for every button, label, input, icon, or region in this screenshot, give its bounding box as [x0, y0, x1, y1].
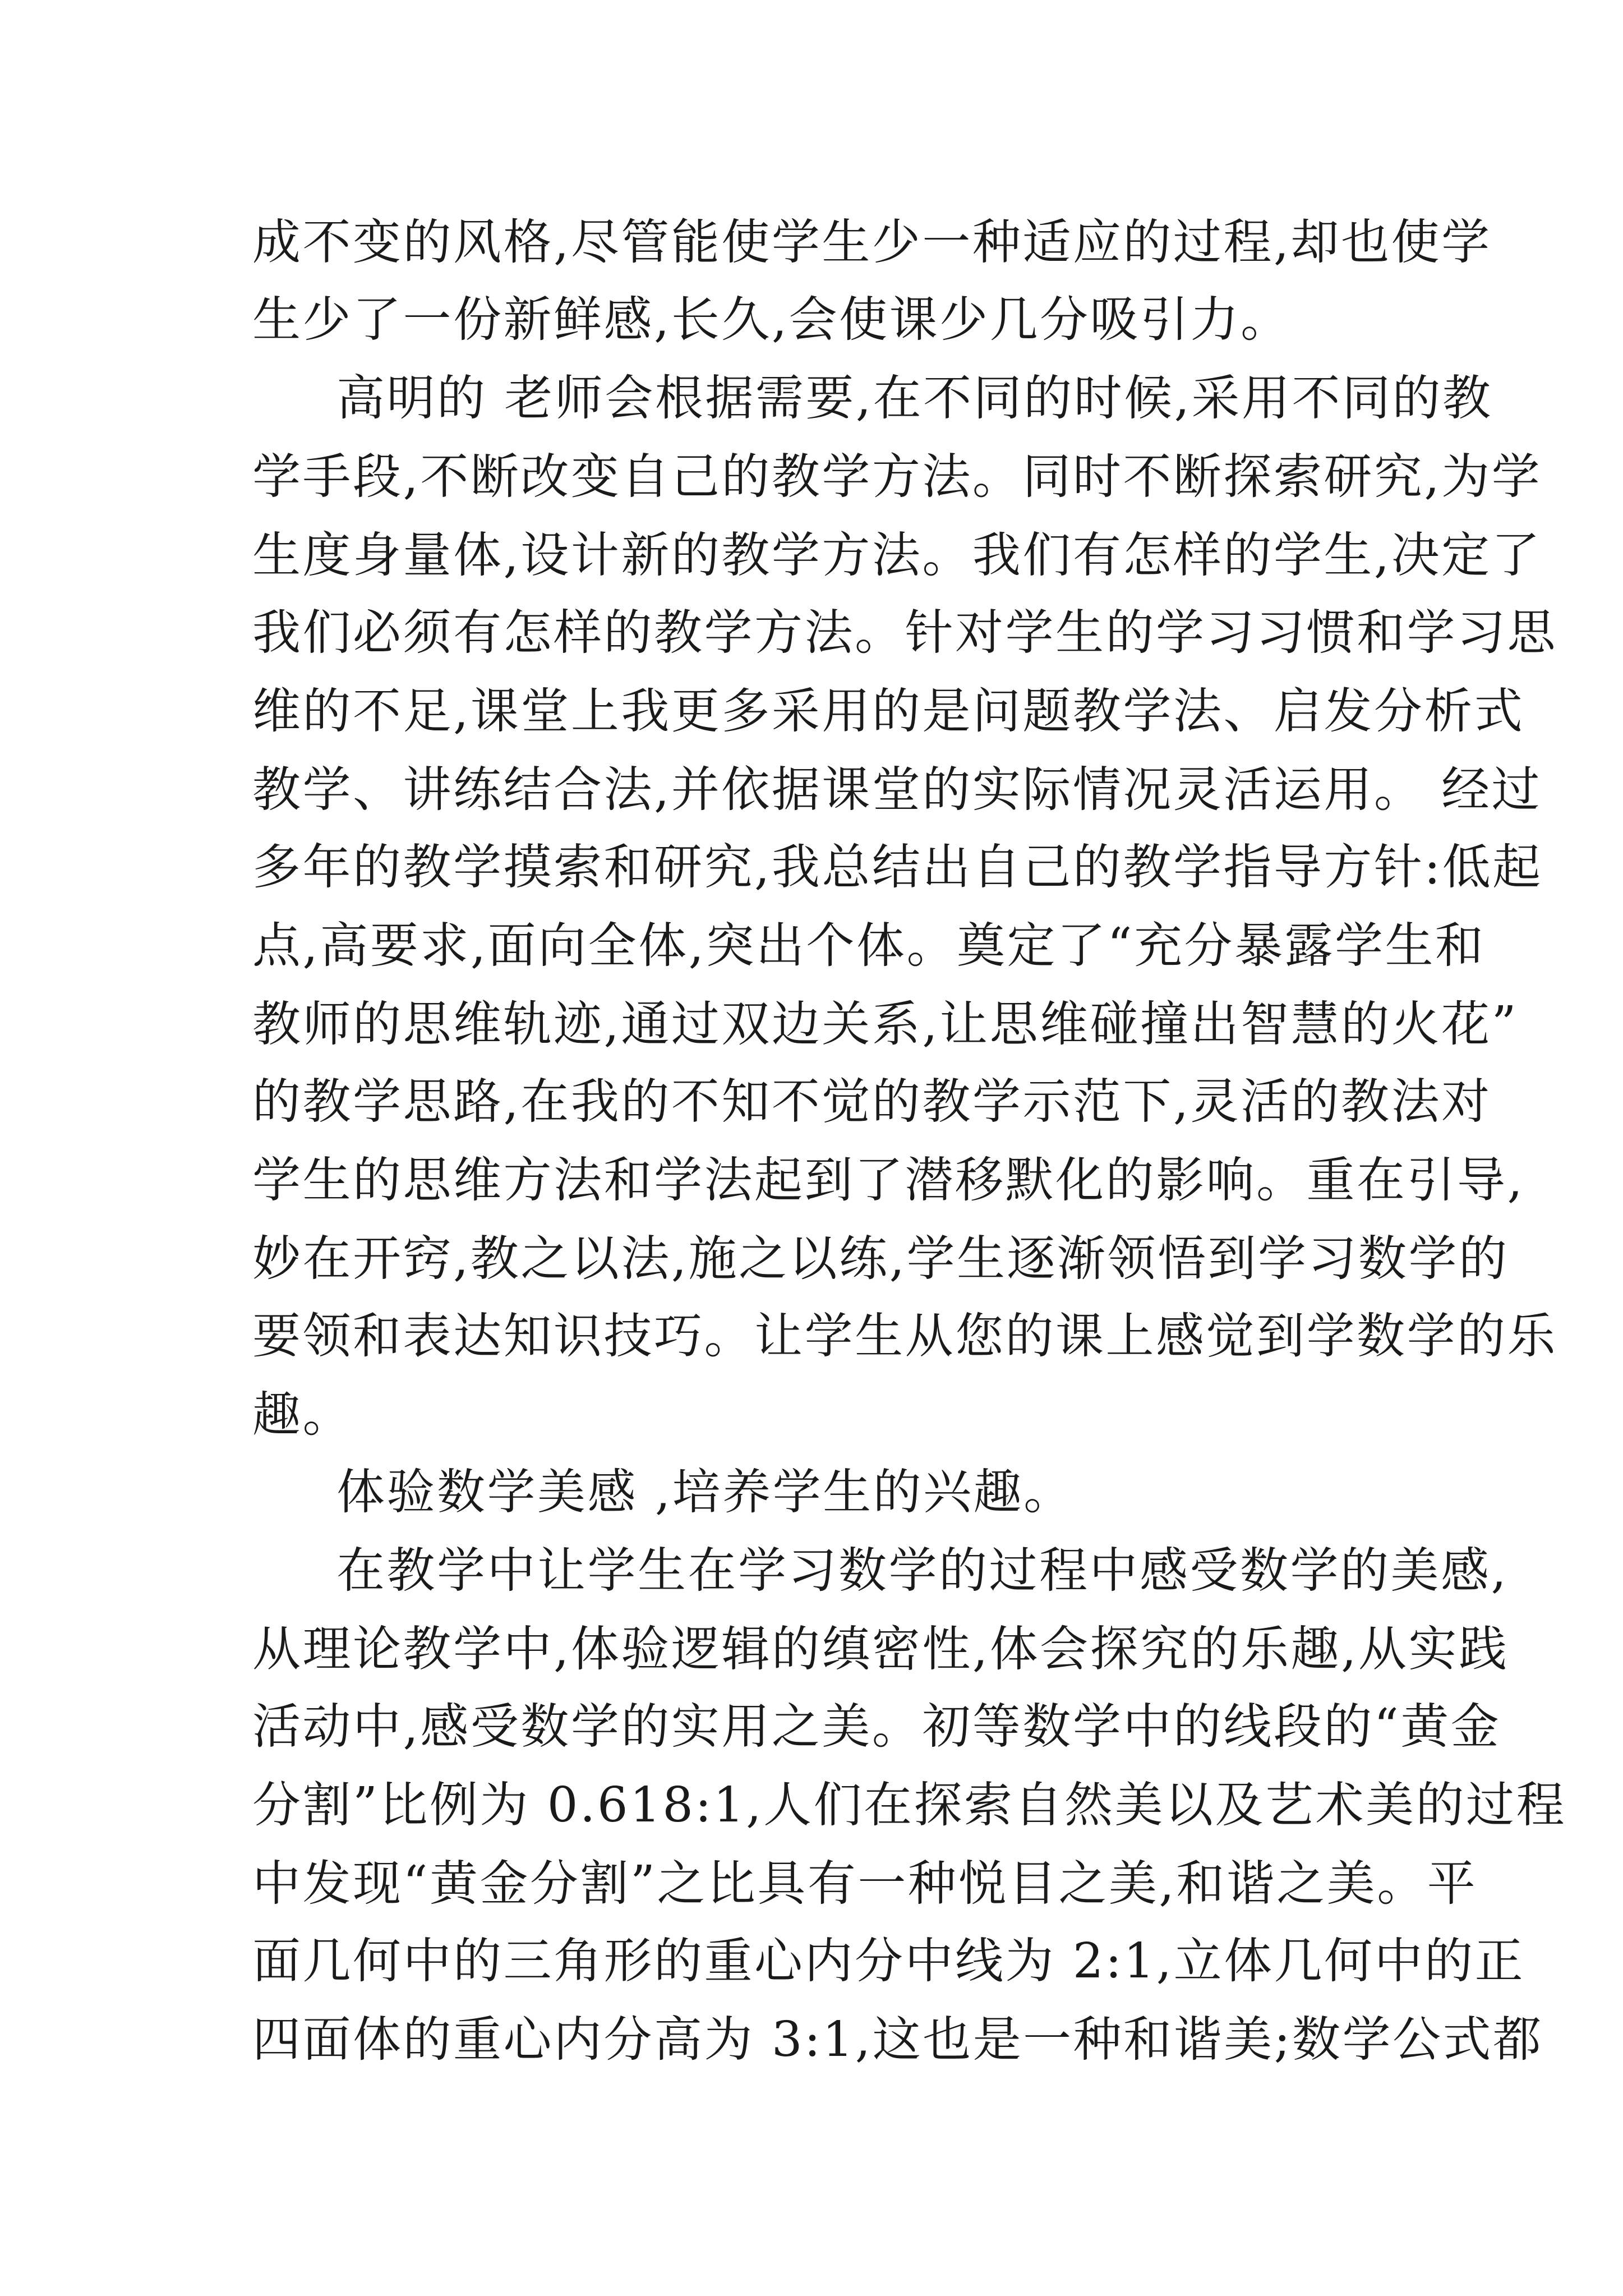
- text-line-10: 点,高要求,面向全体,突出个体。奠定了“充分暴露学生和: [252, 918, 1486, 974]
- text-line-18: 在教学中让学生在学习数学的过程中感受数学的美感,: [336, 1543, 1509, 1599]
- text-line-3: 高明的 老师会根据需要,在不同的时候,采用不同的教: [336, 370, 1493, 426]
- text-line-2: 生少了一份新鲜感,长久,会使课少几分吸引力。: [252, 292, 1291, 348]
- text-line-13: 学生的思维方法和学法起到了潜移默化的影响。重在引导,: [252, 1152, 1525, 1208]
- text-line-21: 分割”比例为 0.618:1,人们在探索自然美以及艺术美的过程: [252, 1777, 1567, 1833]
- text-line-5: 生度身量体,设计新的教学方法。我们有怎样的学生,决定了: [252, 527, 1542, 583]
- text-line-9: 多年的教学摸索和研究,我总结出自己的教学指导方针:低起: [252, 839, 1543, 895]
- text-line-19: 从理论教学中,体验逻辑的缜密性,体会探究的乐趣,从实践: [252, 1621, 1509, 1677]
- text-line-15: 要领和表达知识技巧。让学生从您的课上感觉到学数学的乐: [252, 1308, 1557, 1364]
- text-line-4: 学手段,不断改变自己的教学方法。同时不断探索研究,为学: [252, 449, 1542, 505]
- text-line-8: 教学、讲练结合法,并依据课堂的实际情况灵活运用。 经过: [252, 762, 1542, 818]
- text-line-16: 趣。: [252, 1387, 353, 1443]
- text-line-11: 教师的思维轨迹,通过双边关系,让思维碰撞出智慧的火花”: [252, 996, 1519, 1052]
- text-line-1: 成不变的风格,尽管能使学生少一种适应的过程,却也使学: [252, 214, 1492, 270]
- text-line-24: 四面体的重心内分高为 3:1,这也是一种和谐美;数学公式都: [252, 2012, 1543, 2068]
- text-line-20: 活动中,感受数学的实用之美。初等数学中的线段的“黄金: [252, 1699, 1501, 1755]
- text-line-14: 妙在开窍,教之以法,施之以练,学生逐渐领悟到学习数学的: [252, 1231, 1509, 1287]
- text-line-7: 维的不足,课堂上我更多采用的是问题教学法、启发分析式: [252, 683, 1525, 739]
- text-line-12: 的教学思路,在我的不知不觉的教学示范下,灵活的教法对: [252, 1074, 1492, 1130]
- text-line-22: 中发现“黄金分割”之比具有一种悦目之美,和谐之美。平: [252, 1856, 1478, 1912]
- text-line-6: 我们必须有怎样的教学方法。针对学生的学习习惯和学习思: [252, 605, 1557, 661]
- text-line-23: 面几何中的三角形的重心内分中线为 2:1,立体几何中的正: [252, 1933, 1525, 1989]
- section-heading-line: 体验数学美感 ,培养学生的兴趣。: [336, 1464, 1074, 1520]
